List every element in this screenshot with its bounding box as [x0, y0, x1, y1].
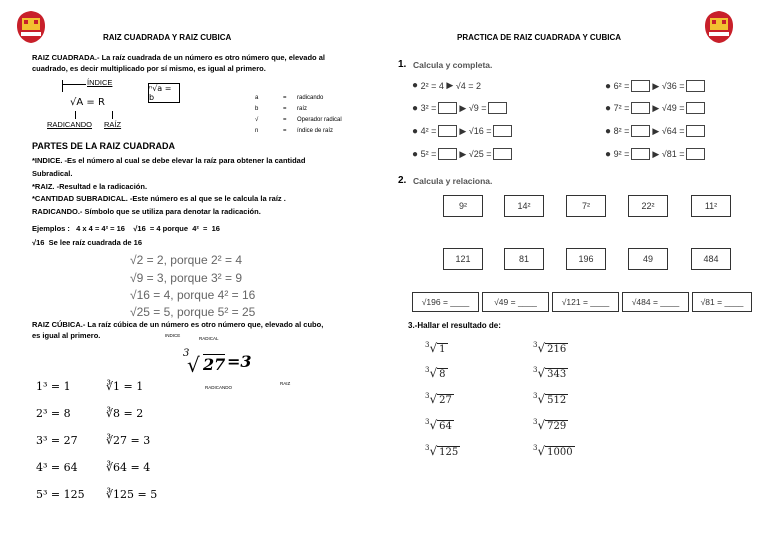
school-logo-right [704, 10, 734, 44]
square-root-diagram [32, 80, 142, 135]
answer-box[interactable] [488, 102, 507, 114]
relate-top-box: 14² [504, 195, 544, 217]
cube-root-exercise: $^3$√ 216 [533, 341, 567, 355]
cube-root-exercise: $^3$√ 1 [425, 341, 446, 355]
right-page-title: PRACTICA DE RAIZ CUADRADA Y CUBICA [457, 33, 622, 42]
square-root-def-text1: La raíz cuadrada de un número es otro número que, elevado al [99, 53, 325, 62]
cubic-def-text2: es igual al primero. [32, 330, 101, 340]
relate-top-box: 7² [566, 195, 606, 217]
answer-box[interactable] [631, 148, 650, 160]
example-sqrt-2: √2 = 2, porque 2² = 4 [130, 253, 242, 267]
section-1-number: 1. [398, 59, 407, 70]
school-logo-left [16, 10, 46, 44]
example-sqrt-9: √9 = 3, porque 3² = 9 [130, 271, 242, 285]
part-cantidad: *CANTIDAD SUBRADICAL. -Este número es al que se le calcula la raíz . [32, 194, 286, 204]
power-4: 4³ = 64 [36, 461, 78, 474]
answer-box[interactable] [686, 148, 705, 160]
relate-middle-box: 121 [443, 248, 483, 270]
power-3: 3³ = 27 [36, 434, 78, 447]
example-sqrt-16: √16 = 4, porque 4² = 16 [130, 288, 256, 302]
cube-root-exercise: $^3$√ 1000 [533, 444, 573, 458]
cube-root-exercise: $^3$√ 27 [425, 392, 452, 406]
relate-answer-box[interactable]: √81 = ____ [692, 292, 752, 312]
cube-root-exercise: $^3$√ 125 [425, 444, 459, 458]
s1-right-row-2: ● 7² = ▶ √49 = [605, 102, 707, 114]
relate-middle-box: 484 [691, 248, 731, 270]
cube-root-exercise: $^3$√ 8 [425, 366, 446, 380]
cube-root-1: ∛1 = 1 [106, 380, 144, 393]
cube-root-exercise: $^3$√ 343 [533, 366, 567, 380]
cubic-indice-label: INDICE [165, 333, 181, 338]
section-1-title: Calcula y completa. [413, 60, 493, 70]
se-lee-line: √16 Se lee raíz cuadrada de 16 [32, 238, 143, 247]
answer-box[interactable] [438, 148, 457, 160]
diagram-indice-label: ÍNDICE [87, 78, 113, 87]
square-root-definition [32, 53, 377, 75]
cube-root-8: ∛8 = 2 [106, 407, 144, 420]
diagram-raiz-label: RAÍZ [104, 120, 122, 129]
radical-legend: a = radicando b = raíz √ = Operador radical n = índice de raíz [255, 95, 342, 134]
part-raiz: *RAIZ. -Resultad e la radicación. [32, 181, 148, 191]
cubic-result: =3 [227, 352, 252, 371]
answer-box[interactable] [686, 125, 705, 137]
parts-title: PARTES DE LA RAIZ CUADRADA [32, 141, 175, 151]
answer-box[interactable] [438, 102, 457, 114]
answer-box[interactable] [493, 148, 512, 160]
section-2-number: 2. [398, 175, 407, 186]
relate-middle-box: 81 [504, 248, 544, 270]
cubic-radical-label: RADICAL [199, 336, 219, 341]
cube-root-64: ∛64 = 4 [106, 461, 151, 474]
relate-answer-box[interactable]: √49 = ____ [482, 292, 549, 312]
relate-top-box: 9² [443, 195, 483, 217]
answer-box[interactable] [631, 125, 650, 137]
cubic-root-diagram: INDICE RADICAL 3 √ 27 =3 RADICANDO RAIZ [165, 333, 291, 390]
s1-left-row-1: ● 2² = 4 ▶ √4 = 2 [412, 80, 481, 91]
diagram-radicando-label: RADICANDO [47, 120, 93, 129]
answer-box[interactable] [631, 102, 650, 114]
left-page-title: RAIZ CUADRADA Y RAIZ CUBICA [103, 33, 232, 42]
relate-top-box: 11² [691, 195, 731, 217]
answer-box[interactable] [686, 80, 705, 92]
cube-root-exercise: $^3$√ 729 [533, 418, 567, 432]
root-formula-box: ⁿ√a = b [148, 83, 180, 103]
section-2-title: Calcula y relaciona. [413, 176, 493, 186]
part-indice-cont: Subradical. [32, 168, 73, 178]
cube-root-exercise: $^3$√ 64 [425, 418, 452, 432]
power-5: 5³ = 125 [36, 488, 85, 501]
answer-box[interactable] [631, 80, 650, 92]
relate-middle-box: 196 [566, 248, 606, 270]
square-root-def-head: RAIZ CUADRADA.- [32, 53, 100, 62]
cubic-def-head: RAIZ CÚBICA.- [32, 320, 86, 329]
relate-answer-box[interactable]: √484 = ____ [622, 292, 689, 312]
cube-root-27: ∛27 = 3 [106, 434, 151, 447]
cube-root-125: ∛125 = 5 [106, 488, 158, 501]
cubic-radicando-label: RADICANDO [205, 385, 233, 390]
relate-top-box: 22² [628, 195, 668, 217]
cubic-def-text1: La raíz cúbica de un número es otro número que, elevado al cubo, [85, 320, 324, 329]
cubic-value: 27 [203, 355, 226, 374]
parts-list [32, 155, 382, 219]
s1-right-row-4: ● 9² = ▶ √81 = [605, 148, 707, 160]
answer-box[interactable] [686, 102, 705, 114]
s1-right-row-1: ● 6² = ▶ √36 = [605, 80, 707, 92]
power-1: 1³ = 1 [36, 380, 71, 393]
relate-answer-box[interactable]: √196 = ____ [412, 292, 479, 312]
s1-left-row-4: ● 5² = ▶ √25 = [412, 148, 514, 160]
s1-left-row-2: ● 3² = ▶ √9 = [412, 102, 509, 114]
ejemplos-line: Ejemplos : 4 x 4 = 4² = 16 √16 = 4 porque 4² = 16 [32, 224, 220, 233]
section-3-title: 3.-Hallar el resultado de: [408, 321, 501, 330]
cubic-raiz-label: RAIZ [280, 381, 291, 386]
diagram-radical-expr: √A = R [70, 97, 105, 108]
cube-root-exercise: $^3$√ 512 [533, 392, 567, 406]
part-indice: *INDICE. -Es el número al cual se debe elevar la raíz para obtener la cantidad [32, 156, 306, 165]
relate-middle-box: 49 [628, 248, 668, 270]
answer-box[interactable] [438, 125, 457, 137]
s1-left-row-3: ● 4² = ▶ √16 = [412, 125, 514, 137]
square-root-def-text2: cuadrado, es decir multiplicado por sí mismo, es igual al primero. [32, 63, 266, 73]
power-2: 2³ = 8 [36, 407, 71, 420]
part-radicando: RADICANDO.- Símbolo que se utiliza para denotar la radicación. [32, 207, 261, 217]
relate-answer-box[interactable]: √121 = ____ [552, 292, 619, 312]
cubic-index: 3 [183, 348, 190, 359]
answer-box[interactable] [493, 125, 512, 137]
s1-right-row-3: ● 8² = ▶ √64 = [605, 125, 707, 137]
example-sqrt-25: √25 = 5, porque 5² = 25 [130, 305, 256, 319]
